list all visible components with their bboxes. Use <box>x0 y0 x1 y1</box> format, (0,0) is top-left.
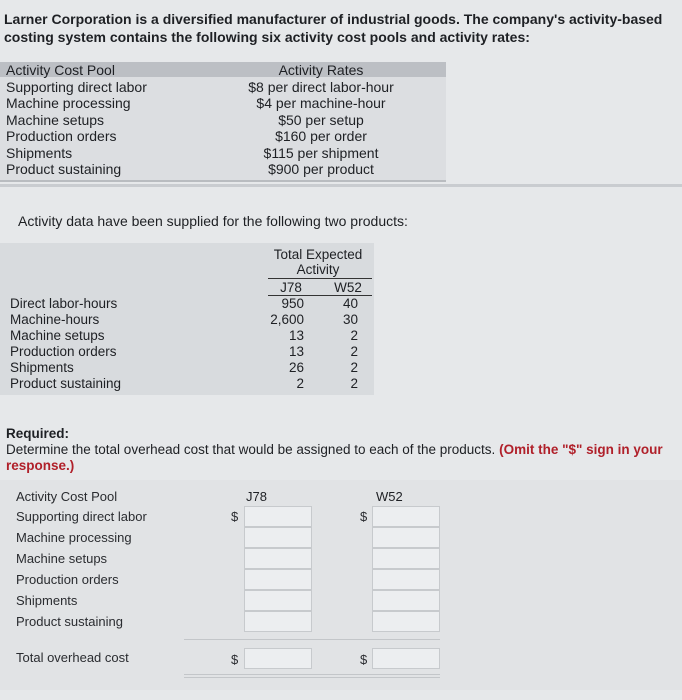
j78-supporting-direct-labor-input[interactable] <box>244 506 312 527</box>
j78-machine-setups-input[interactable] <box>244 548 312 569</box>
activity-row-j78: 2,600 <box>270 312 304 327</box>
activity-row-j78: 13 <box>288 344 304 359</box>
header-underline <box>268 278 372 279</box>
rate-row-rate: $115 per shipment <box>263 144 379 161</box>
w52-shipments-input[interactable] <box>372 590 440 611</box>
answer-row-label: Production orders <box>16 572 119 587</box>
activity-row-label: Product sustaining <box>10 376 122 391</box>
activity-row-label: Machine-hours <box>10 312 100 327</box>
col-header-w52: W52 <box>334 280 362 295</box>
j78-total-overhead-input[interactable] <box>244 648 312 669</box>
col-header-j78: J78 <box>280 280 302 295</box>
j78-machine-processing-input[interactable] <box>244 527 312 548</box>
activity-row-label: Direct labor-hours <box>10 296 118 311</box>
required-text: Determine the total overhead cost that would be assigned to each of the products. <box>6 442 496 457</box>
activity-header-line1: Total Expected <box>273 247 363 262</box>
total-label: Total overhead cost <box>16 650 129 665</box>
activity-row-w52: 2 <box>350 360 358 375</box>
activity-row-label: Shipments <box>10 360 74 375</box>
rate-row-pool: Shipments <box>6 144 73 161</box>
rates-header-rate: Activity Rates <box>278 62 364 78</box>
total-double-rule-2 <box>184 677 440 678</box>
activity-row-label: Production orders <box>10 344 117 359</box>
j78-production-orders-input[interactable] <box>244 569 312 590</box>
activity-row-j78: 13 <box>288 328 304 343</box>
w52-product-sustaining-input[interactable] <box>372 611 440 632</box>
rates-header-pool: Activity Cost Pool <box>6 62 115 78</box>
w52-production-orders-input[interactable] <box>372 569 440 590</box>
dollar-sign: $ <box>360 509 368 524</box>
w52-machine-processing-input[interactable] <box>372 527 440 548</box>
required-note: (Omit the "$" sign in your response.) <box>6 442 663 473</box>
answer-header-w52: W52 <box>376 489 403 504</box>
activity-row-w52: 2 <box>350 328 358 343</box>
rate-row-rate: $900 per product <box>268 161 374 177</box>
dollar-sign: $ <box>231 509 239 524</box>
j78-product-sustaining-input[interactable] <box>244 611 312 632</box>
activity-row-w52: 2 <box>350 344 358 359</box>
answer-row-label: Shipments <box>16 593 78 608</box>
w52-machine-setups-input[interactable] <box>372 548 440 569</box>
answer-row-label: Product sustaining <box>16 614 123 629</box>
answer-form <box>0 480 682 690</box>
rate-row-pool: Product sustaining <box>6 161 122 177</box>
answer-row-label: Machine processing <box>16 530 132 545</box>
problem-intro: Larner Corporation is a diversified manufacturer of industrial goods. The company's activity-based costing system contains the following six activity cost pools and activity rates: <box>4 11 663 45</box>
activity-row-j78: 2 <box>296 376 304 391</box>
activity-row-j78: 950 <box>281 296 304 311</box>
required-block <box>6 426 676 474</box>
rate-row-pool: Production orders <box>6 128 117 144</box>
total-double-rule-1 <box>184 674 440 675</box>
rate-row-pool: Machine setups <box>6 111 105 128</box>
answer-header-pool: Activity Cost Pool <box>16 489 118 504</box>
activity-row-label: Machine setups <box>10 328 105 343</box>
rate-row-rate: $160 per order <box>275 128 367 144</box>
required-text-line <box>6 442 676 474</box>
dollar-sign: $ <box>231 652 239 667</box>
w52-supporting-direct-labor-input[interactable] <box>372 506 440 527</box>
activity-lead-text: Activity data have been supplied for the following two products: <box>18 213 408 229</box>
answer-row-label: Machine setups <box>16 551 108 566</box>
activity-header-line2: Activity <box>296 262 340 277</box>
rate-row-pool: Machine processing <box>6 95 131 111</box>
rate-row-pool: Supporting direct labor <box>6 78 147 95</box>
section-divider <box>0 184 682 187</box>
answer-header-j78: J78 <box>246 489 267 504</box>
activity-row-w52: 40 <box>342 296 358 311</box>
activity-row-w52: 30 <box>342 312 358 327</box>
rate-row-rate: $8 per direct labor-hour <box>248 78 394 95</box>
rate-row-rate: $4 per machine-hour <box>256 95 386 111</box>
activity-data-table <box>0 243 374 395</box>
j78-shipments-input[interactable] <box>244 590 312 611</box>
required-label: Required: <box>6 426 70 441</box>
w52-total-overhead-input[interactable] <box>372 648 440 669</box>
activity-rates-table <box>0 62 446 182</box>
total-rule <box>184 639 440 640</box>
activity-row-j78: 26 <box>288 360 304 375</box>
rate-row-rate: $50 per setup <box>278 111 364 128</box>
activity-row-w52: 2 <box>350 376 358 391</box>
dollar-sign: $ <box>360 652 368 667</box>
answer-row-label: Supporting direct labor <box>16 509 147 524</box>
